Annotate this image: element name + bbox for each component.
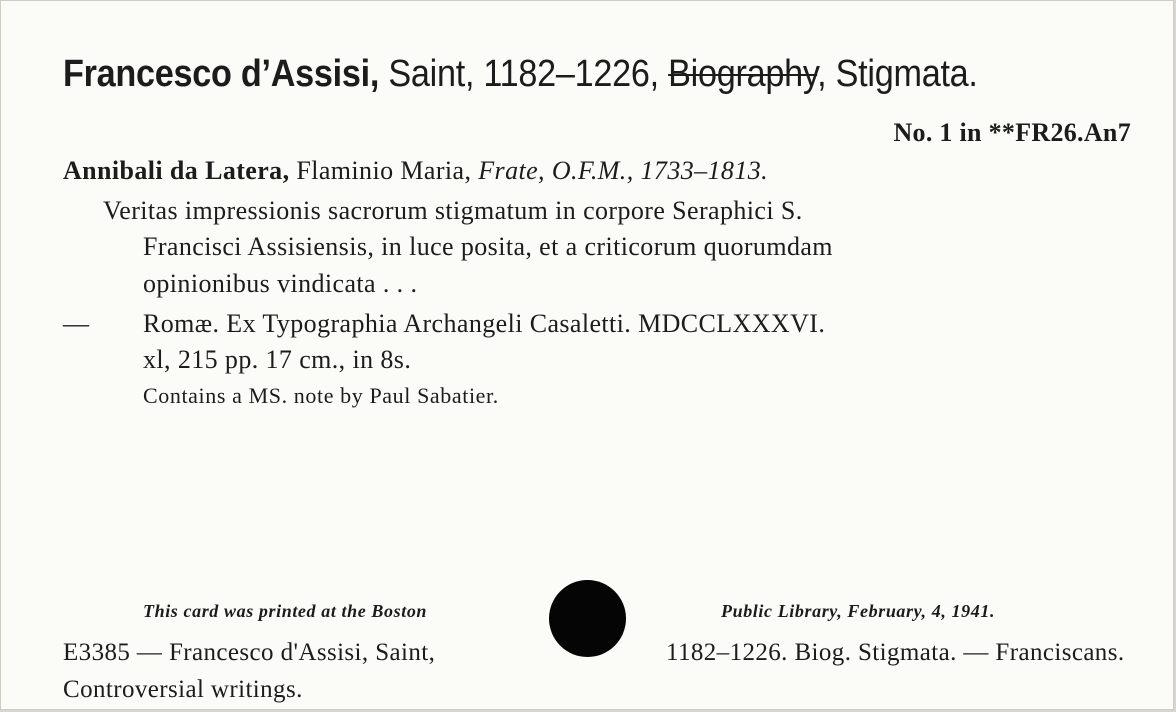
card-note: Contains a MS. note by Paul Sabatier.	[143, 383, 499, 408]
tracing-line-1-left: E3385 — Francesco d'Assisi, Saint,	[63, 639, 436, 666]
tracing-line-1-right: 1182–1226. Biog. Stigmata. — Franciscans.	[666, 639, 1125, 666]
punch-hole	[549, 580, 626, 657]
author-entry	[63, 156, 768, 186]
author-forenames: Flaminio Maria,	[296, 156, 472, 185]
printed-note-right: Public Library, February, 4, 1941.	[721, 601, 996, 621]
printed-note-left: This card was printed at the Boston	[143, 601, 428, 621]
heading-topic: , Stigmata.	[817, 53, 978, 95]
imprint-dash: —	[63, 309, 90, 338]
call-number: No. 1 in **FR26.An7	[893, 118, 1131, 147]
subject-heading	[63, 53, 978, 96]
tracing-line-2: Controversial writings.	[63, 676, 303, 703]
author-order: O.F.M.,	[551, 156, 634, 185]
collation: xl, 215 pp. 17 cm., in 8s.	[143, 345, 412, 374]
author-surname: Annibali da Latera,	[63, 156, 290, 185]
author-dates: 1733–1813.	[640, 156, 769, 185]
tracing-line-1	[63, 639, 1125, 667]
title-line-1: Veritas impressionis sacrorum stigmatum in corpore Seraphici S.	[103, 196, 803, 225]
imprint: Romæ. Ex Typographia Archangeli Casaletti. MDCCLXXXVI.	[143, 309, 826, 338]
heading-struck-subdivision: Biography	[668, 53, 818, 95]
heading-subject: Francesco d’Assisi,	[63, 53, 380, 95]
title-line-2: Francisci Assisiensis, in luce posita, et a criticorum quorumdam	[143, 232, 833, 261]
heading-dates: Saint, 1182–1226,	[388, 53, 659, 95]
author-title: Frate,	[478, 156, 545, 185]
title-line-3: opinionibus vindicata . . .	[143, 269, 418, 298]
